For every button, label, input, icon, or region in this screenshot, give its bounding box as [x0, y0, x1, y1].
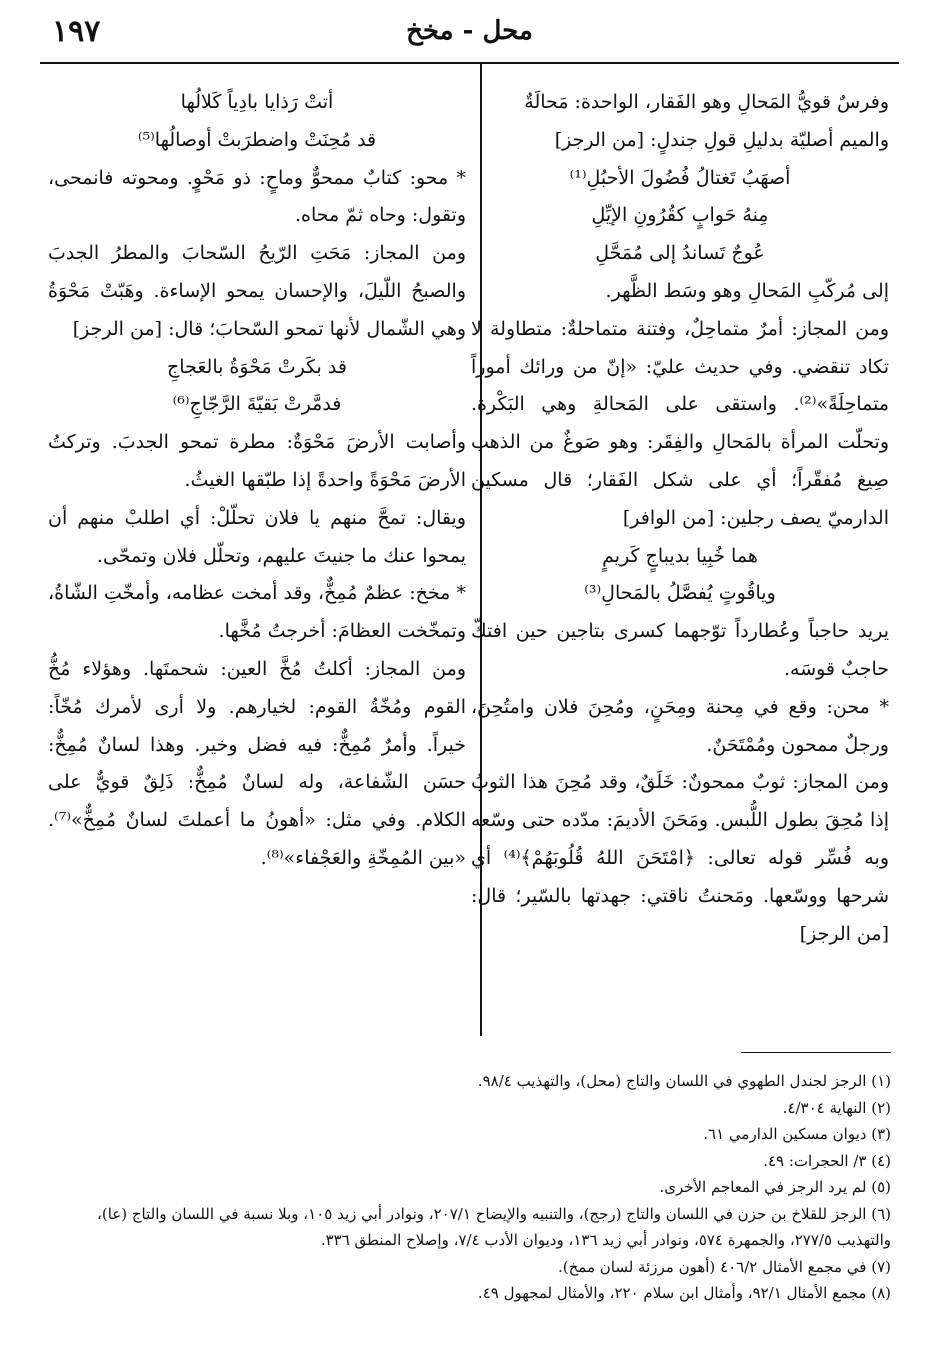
paragraph: ومن المجاز: أكلتُ مُخَّ العين: شحمتَها. وهؤلاء مُخُّ القوم ومُخّةُ القوم: لخيارهم. ولا أرى لأمرك مُخّاً: خيراً. وأمرٌ مُمِخٌّ: فيه فضل وخير. وهذا لسانٌ مُمِخٌّ: حسَن الشّفاعة، وله لسانٌ مُمِخٌّ: ذَلِقٌ قويٌّ على الكلام. وفي مثل: «أهونُ ما أعملتَ لسانٌ مُمِخٌّ»⁽⁷⁾. «بين المُمِخّةِ والعَجْفاء»⁽⁸⁾. [48, 657, 466, 869]
paragraph: * محو: كتابٌ ممحوٌّ وماحٍ: ذو مَحْوٍ. ومحوته فانمحى، وتقول: وحاه ثمّ محاه. [48, 166, 466, 227]
paragraph: وأصابت الأرضَ مَحْوَةٌ: مطرة تمحو الجدبَ. وتركتُ الأرضَ مَحْوَةً واحدةً إذا طبّقها الغيثُ. [48, 431, 466, 491]
verse-line: فدمَّرتْ بَقيّةَ الرَّجّاجِ⁽⁶⁾ [172, 393, 342, 416]
header-rule [40, 62, 899, 64]
footnote: (٥) لم يرد الرجز في المعاجم الأخرى. [659, 1178, 891, 1196]
footnote: (٦) الرجز للقلاخ بن حزن في اللسان والتاج (رجج)، والتنبيه والإيضاح ٢٠٧/١، ونوادر أبي زيد ١٠٥، وبلا نسبة في اللسان والتاج (عا)، والتهذيب ٢٧٧/٥، والجمهرة ٥٧٤، ونوادر أبي زيد ١٣٦، وديوان الأدب ٧/٤، وإصلاح المنطق ٣٣٦. [97, 1204, 891, 1249]
footnote: (٧) في مجمع الأمثال ٤٠٦/٢ (أهون مرزئة لسان ممخ). [557, 1257, 891, 1276]
verse-line: مِنهُ حَوابٍ كقُرُونِ الإيِّلِ [591, 204, 769, 227]
paragraph: إلى مُركّبِ المَحالِ وهو وسَط الظَّهر. [605, 279, 889, 302]
verse-line: عُوجٌ تَساندُ إلى مُمَحَّلِ [595, 242, 765, 265]
paragraph: ومن المجاز: ثوبٌ ممحونٌ: خَلَقٌ، وقد مُحِنَ هذا الثوبُ إذا مُحِقَ بطول اللُّبس. ومَحَنَ الأديمَ: مدّده حتى وسّعه وبه فُسِّر قوله تعالى: ﴿امْتَحَنَ اللهُ قُلُوبَهُمْ﴾⁽⁴⁾ أي شرحها ووسّعها. ومَحنتُ ناقتي: جهدتها بالسّير؛ قال: [من الرجز] [471, 771, 889, 945]
paragraph: * محن: وقع في مِحنة ومِحَنٍ، ومُحِنَ فلان وامتُحِنَ، ورجلٌ ممحون ومُمْتَحَنٌ. [471, 695, 889, 756]
verse-line: أصهَبُ تَغتالُ فُضُولَ الأحبُلِ⁽¹⁾ [569, 166, 791, 189]
left-column [48, 84, 466, 878]
verse-line: أتتْ رَذايا بادِياً كَلالُها [180, 91, 334, 113]
footnote: (٢) النهاية ٤/٣٠٤. [782, 1098, 891, 1117]
footnote: (٨) مجمع الأمثال ٩٢/١، وأمثال ابن سلام ٢٢٠، والأمثال لمجهول ٤٩. [477, 1284, 891, 1302]
paragraph: ومن المجاز: مَحَتِ الرّيحُ السّحابَ والمطرُ الجدبَ والصبحُ اللّيلَ، والإحسان يمحو الإساءة. وهَبّتْ مَحْوَةُ وهي الشّمال لأنها تمحو السّحابَ؛ قال: [من الرجز] [48, 242, 466, 340]
paragraph: وفرسٌ قويُّ المَحالِ وهو الفَقار، الواحدة: مَحالَةٌ [524, 91, 889, 113]
paragraph: والميم أصليّة بدليلِ قولِ جندلٍ: [من الرجز] [554, 128, 889, 151]
footnote-rule [741, 1052, 891, 1053]
page-header [40, 14, 899, 54]
footnotes [48, 1068, 891, 1307]
verse-line: قد مُحِنَتْ واضطرَبتْ أوصالُها⁽⁵⁾ [137, 128, 377, 151]
paragraph: يريد حاجباً وعُطارداً توّجهما كسرى بتاجين حين افتكّ حاجبٌ قوسَه. [471, 620, 889, 680]
verse-line: وياقُوتٍ يُفصَّلُ بالمَحالِ⁽³⁾ [584, 582, 776, 605]
footnote: (١) الرجز لجندل الطهوي في اللسان والتاج (محل)، والتهذيب ٩٨/٤. [477, 1072, 891, 1090]
footnote: (٤) ٣/ الحجرات: ٤٩. [763, 1151, 891, 1170]
paragraph: ويقال: تمحَّ منهم يا فلان تحلّلْ: أي اطلبْ منهم أن يمحوا عنك ما جنيتَ عليهم، وتحلّل فلان وتمحّى. [48, 506, 466, 567]
verse-line: قد بكَرتْ مَحْوَةُ بالعَجاجِ [167, 355, 347, 378]
right-column [471, 84, 889, 953]
running-title: محل - مخخ [406, 16, 533, 46]
paragraph: * مخخ: عظمٌ مُمِخٌّ، وقد أمخت عظامه، وأمخّتِ الشّاةُ، وتمخّخت العظامَ: أخرجتُ مُخَّها. [48, 582, 466, 643]
page-number: ١٩٧ [52, 14, 101, 49]
verse-line: هما خُبِيا بديباجٍ كَريمٍ [602, 544, 758, 567]
paragraph: ومن المجاز: أمرٌ متماحِلٌ، وفتنة متماحلةٌ: متطاولة لا تكاد تنقضي. وفي حديث عليّ: «إنّ من ورائك أموراً متماحِلَةً»⁽²⁾. واستقى على المَحالةِ وهي البَكْرة. وتحلّت المرأة بالمَحالِ والفِقَر: وهو صَوغٌ من الذهب صِيغ مُفقّراً؛ أي على شكل الفَقار؛ قال مسكين الدارميّ يصف رجلين: [من الوافر] [471, 317, 890, 529]
footnote: (٣) ديوان مسكين الدارمي ٦١. [703, 1125, 891, 1143]
